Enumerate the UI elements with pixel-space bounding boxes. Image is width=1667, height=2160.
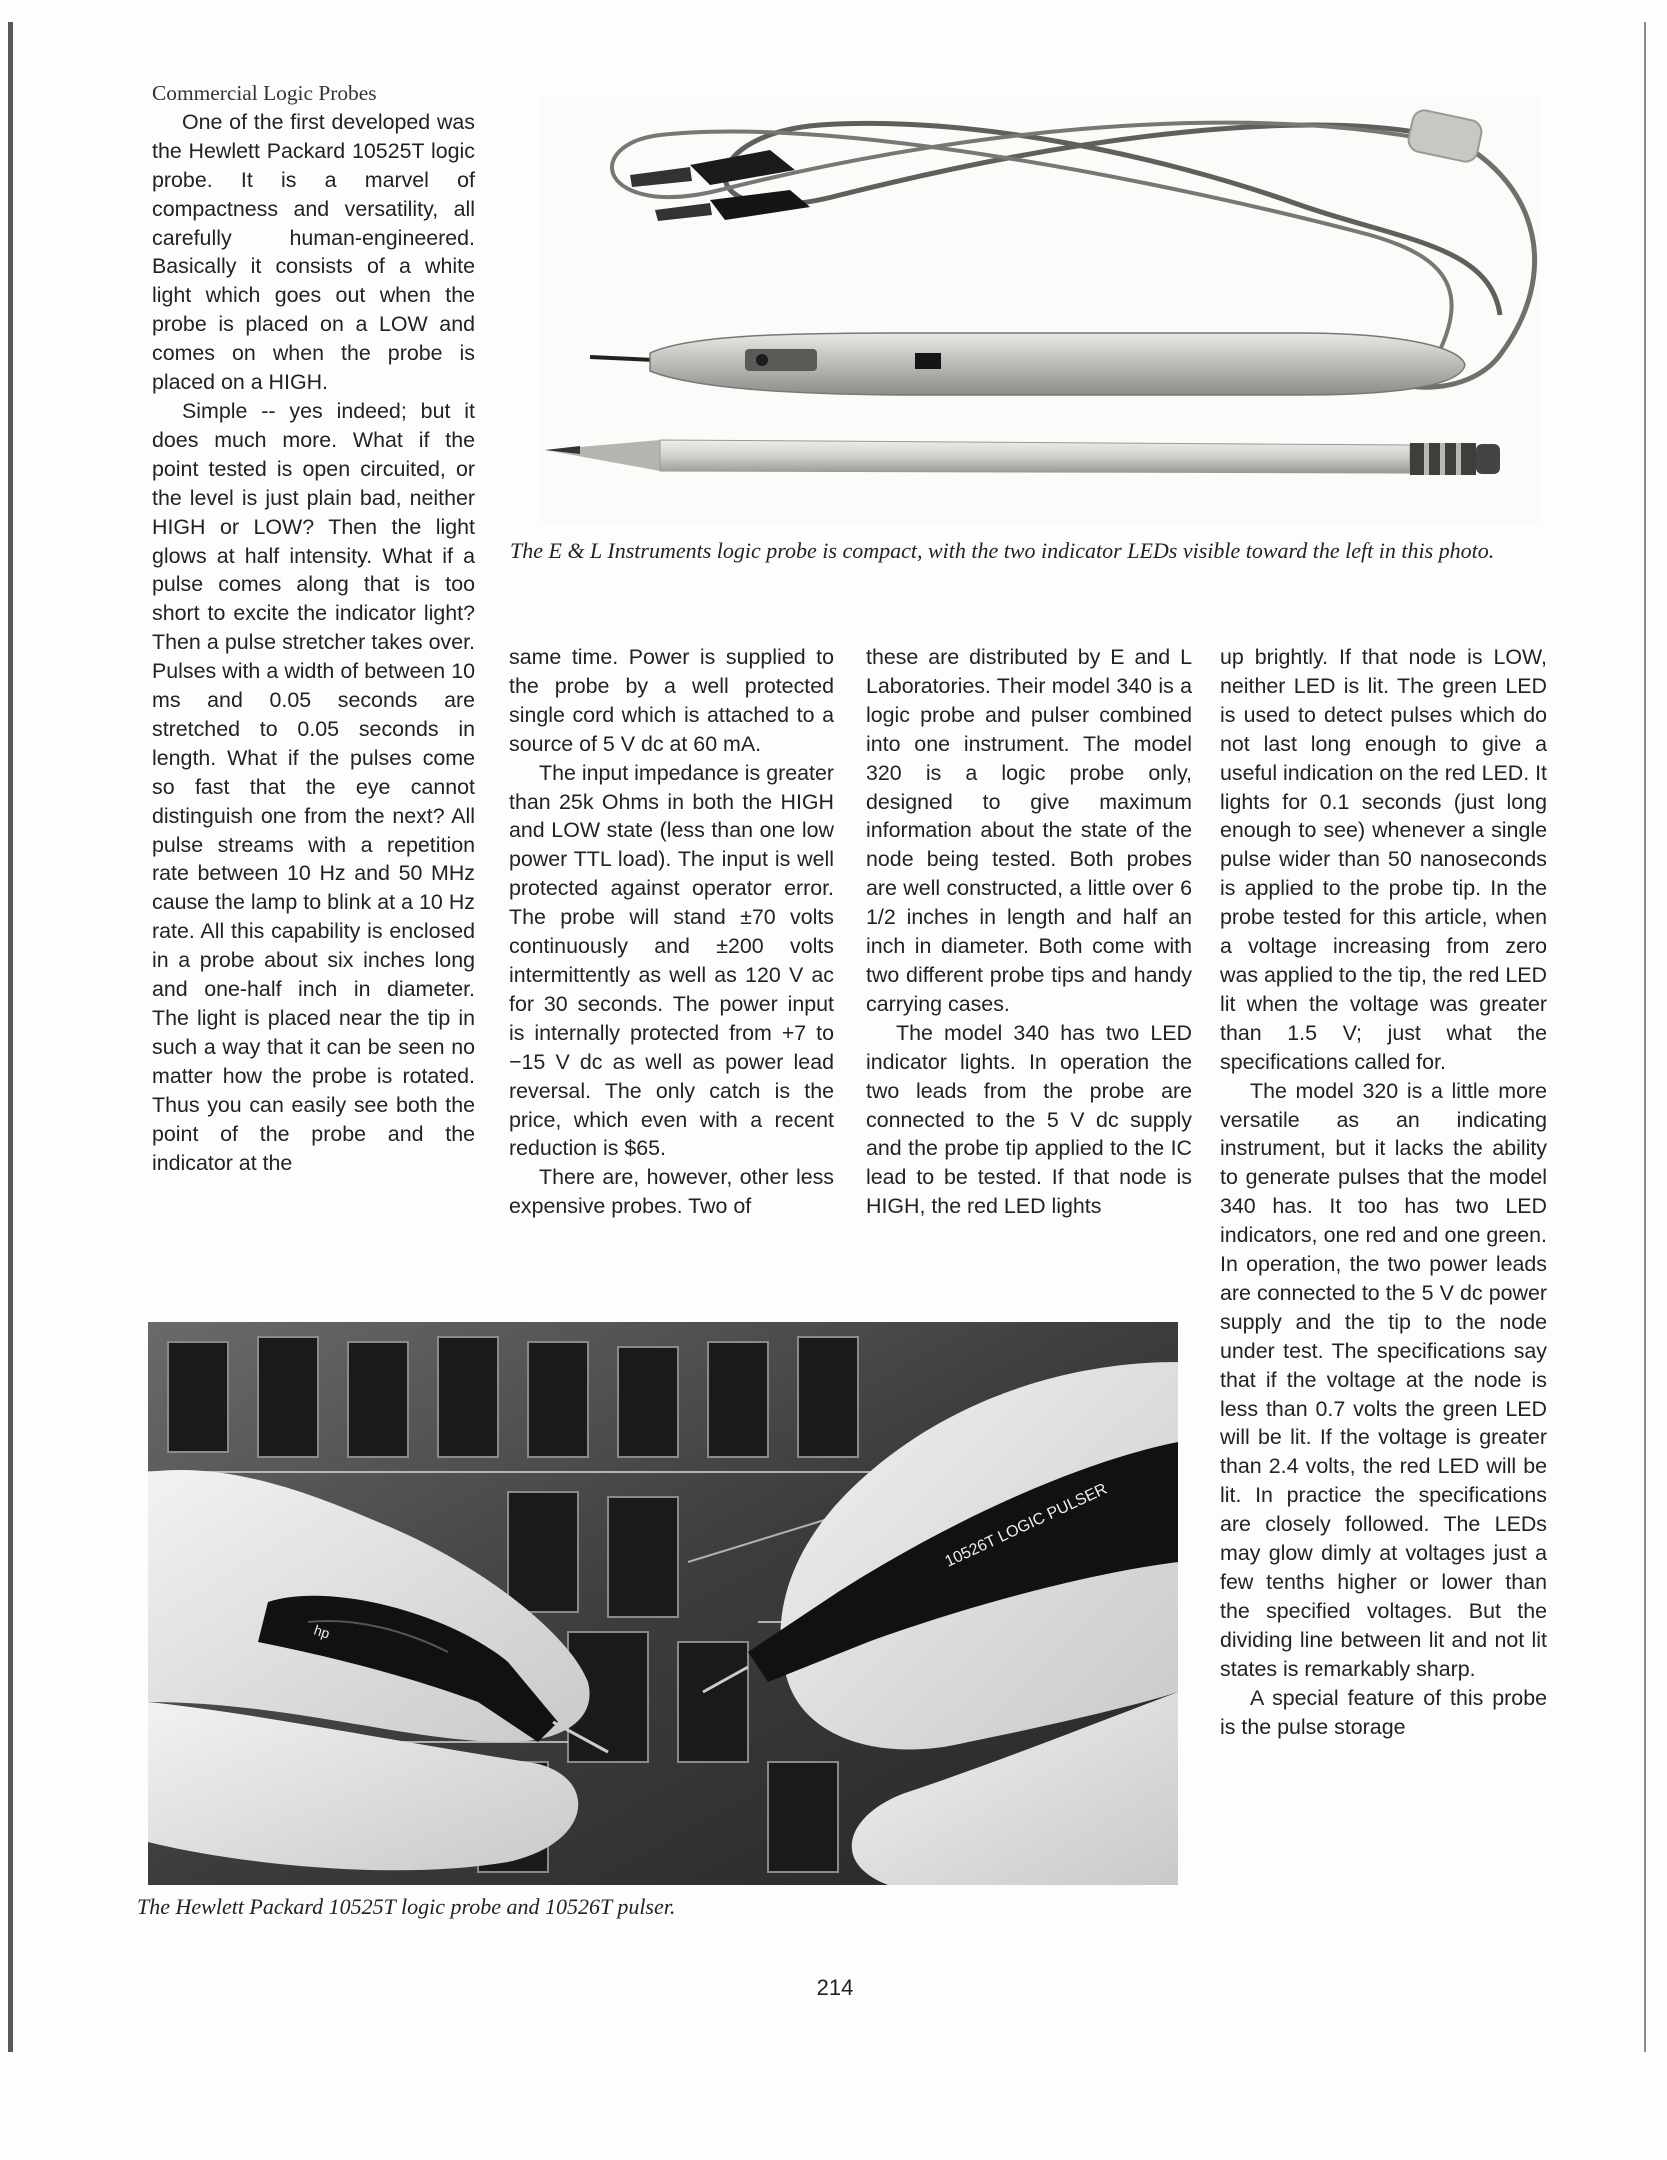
column-1: [152, 79, 475, 1177]
paragraph: The model 320 is a little more versatile as an indicating instrument, but it lacks the ability to generate pulses that the model 340 has. It too has two LED indicators, one red and one green. In operation, the two power leads are connected to the 5 V dc power supply and the tip to the node under test. The specifications say that if the voltage at the node is less than 0.7 volts the green LED will be lit. If the voltage is greater than 2.4 volts, the red LED will be lit. In practice the specifications are closely followed. The LEDs may glow dimly at voltages just a few tenths higher or lower than the specified voltages. But the dividing line between lit and not lit states is remarkably sharp.: [1220, 1078, 1547, 1681]
paragraph: One of the first developed was the Hewlett Packard 10525T logic probe. It is a marvel of compactness and versatility, all carefully human-engineered. Basically it consists of a white light which goes out when the probe is placed on a LOW and comes on when the probe is placed on a HIGH.: [152, 109, 475, 395]
scan-edge-left: [8, 22, 13, 2052]
section-heading: Commercial Logic Probes: [152, 81, 377, 105]
paragraph: same time. Power is supplied to the probe by a well protected single cord which is attached to a source of 5 V dc at 60 mA.: [509, 645, 834, 756]
paragraph: Simple -- yes indeed; but it does much more. What if the point tested is open circuited, or the level is just plain bad, neither HIGH or LOW? Then the light glows at half intensity. What if a pulse comes along that is too short to excite the indicator light? Then a pulse stretcher takes over. Pulses with a width of between 10 ms and 0.05 seconds are stretched to 0.05 seconds in length. What if the pulses come so fast that the eye cannot distinguish one from the next? All pulse streams with a repetition rate between 10 Hz and 50 MHz cause the lamp to blink at a 10 Hz rate. All this capability is enclosed in a probe about six inches long and one-half inch in diameter. The light is placed near the tip in such a way that it can be seen no matter how the probe is rotated. Thus you can easily see both the point of the probe and the indicator at the: [152, 398, 475, 1175]
column-2: [509, 643, 834, 1221]
column-3: [866, 643, 1192, 1221]
paragraph: There are, however, other less expensive probes. Two of: [509, 1165, 834, 1219]
paragraph: The input impedance is greater than 25k Ohms in both the HIGH and LOW state (less than one low power TTL load). The input is well protected against operator error. The probe will stand ±70 volts continuously and ±200 volts intermittently as well as 120 V ac for 30 seconds. The power input is internally protected from +7 to −15 V dc as well as power lead reversal. The only catch is the price, which even with a recent reduction is $65.: [509, 760, 834, 1161]
el-probe-photo: [540, 95, 1540, 525]
pulser-label: 10526T LOGIC PULSER: [942, 1480, 1110, 1571]
paragraph: A special feature of this probe is the pulse storage: [1220, 1685, 1547, 1739]
column-4: [1220, 643, 1547, 1741]
hp-probe-photo: [148, 1322, 1178, 1885]
bottom-figure-caption: The Hewlett Packard 10525T logic probe and 10526T pulser.: [137, 1894, 676, 1919]
paragraph: The model 340 has two LED indicator lights. In operation the two leads from the probe are connected to the 5 V dc supply and the probe tip applied to the IC lead to be tested. If that node is HIGH, the red LED lights: [866, 1020, 1192, 1219]
paragraph: up brightly. If that node is LOW, neither LED is lit. The green LED is used to detect pulses which do not last long enough to give a useful indication on the red LED. It lights for 0.1 seconds (just long enough to see) whenever a single pulse wider than 50 nanoseconds is applied to the probe tip. In the probe tested for this article, when a voltage increasing from zero was applied to the tip, the red LED lit when the voltage was greater than 1.5 V; just what the specifications called for.: [1220, 645, 1548, 1074]
scan-edge-right: [1644, 22, 1646, 2052]
top-figure-caption: The E & L Instruments logic probe is compact, with the two indicator LEDs visible toward the left in this photo.: [510, 538, 1495, 563]
paragraph: these are distributed by E and L Laboratories. Their model 340 is a logic probe and pulser combined into one instrument. The model 320 is a logic probe only, designed to give maximum information about the state of the node being tested. Both probes are well constructed, a little over 6 1/2 inches in length and half an inch in diameter. Both come with two different probe tips and handy carrying cases.: [866, 645, 1192, 1016]
el-probe-illustration: [540, 95, 1540, 525]
hp-probe-illustration: [148, 1322, 1178, 1885]
page-number: 214: [816, 1975, 854, 2000]
hp-logo-left: hp: [312, 1621, 332, 1642]
